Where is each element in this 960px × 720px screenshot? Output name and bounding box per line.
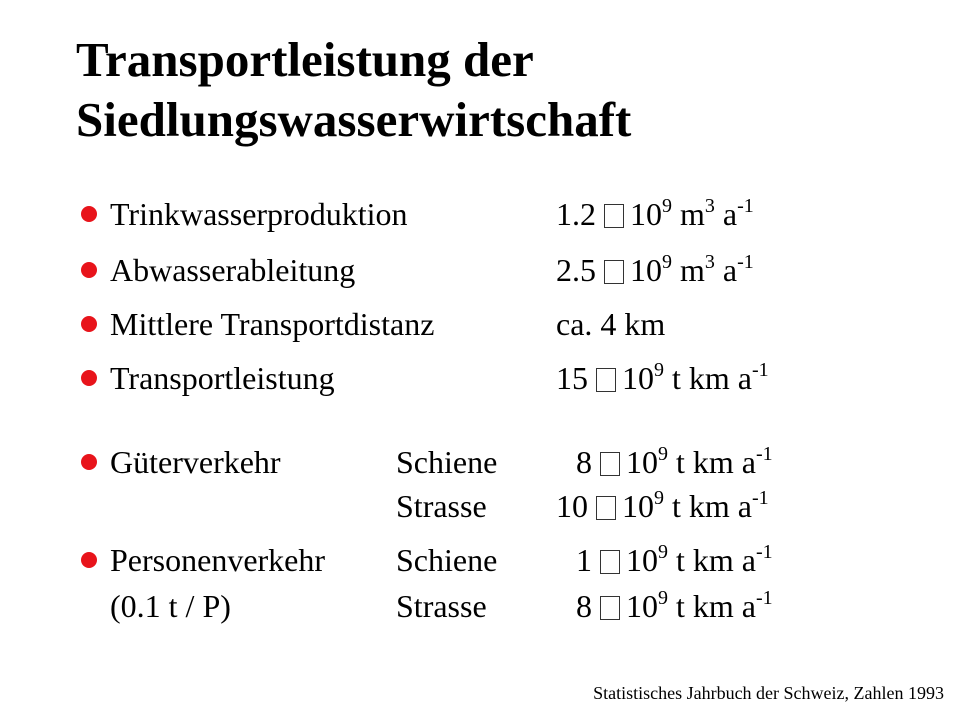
item-value xyxy=(576,440,773,484)
value-unit: t km a xyxy=(676,588,756,624)
multiply-symbol-icon xyxy=(604,204,624,228)
list-item-gueterverkehr-strasse xyxy=(0,484,960,534)
item-sublabel: Strasse xyxy=(396,588,487,624)
list-item-abwasserableitung xyxy=(0,248,960,298)
value-base: 10 xyxy=(626,542,658,578)
list-item-personenverkehr-strasse xyxy=(0,584,960,634)
bullet-icon xyxy=(81,370,97,386)
value-coef: 2.5 xyxy=(556,252,596,288)
value-unit-exp: 3 xyxy=(704,251,715,273)
item-value xyxy=(556,484,769,528)
value-base: 10 xyxy=(626,444,658,480)
item-sublabel: Strasse xyxy=(396,488,487,524)
multiply-symbol-icon xyxy=(604,260,624,284)
title-line-2: Siedlungswasserwirtschaft xyxy=(76,92,632,147)
list-item-transportleistung xyxy=(0,356,960,406)
value-coef: 8 xyxy=(576,588,592,624)
value-unit2-exp: -1 xyxy=(755,587,773,609)
value-unit-exp: 3 xyxy=(704,195,715,217)
value-unit2-exp: -1 xyxy=(751,359,769,381)
value-exp: 9 xyxy=(658,443,668,465)
bullet-icon xyxy=(81,316,97,332)
item-label: (0.1 t / P) xyxy=(110,588,231,624)
value-coef: 10 xyxy=(556,488,588,524)
item-value xyxy=(576,584,773,628)
item-value: ca. 4 km xyxy=(556,306,666,342)
value-unit2-exp: -1 xyxy=(751,487,769,509)
bullet-icon xyxy=(81,552,97,568)
value-unit2-exp: -1 xyxy=(737,251,754,273)
value-unit: m xyxy=(680,196,705,232)
value-coef: 1.2 xyxy=(556,196,596,232)
multiply-symbol-icon xyxy=(600,550,620,574)
value-unit2-exp: -1 xyxy=(737,195,754,217)
value-unit: t km a xyxy=(672,360,752,396)
value-exp: 9 xyxy=(662,195,672,217)
multiply-symbol-icon xyxy=(600,452,620,476)
value-unit: t km a xyxy=(676,444,756,480)
item-label: Personenverkehr xyxy=(110,542,326,578)
value-exp: 9 xyxy=(654,359,664,381)
multiply-symbol-icon xyxy=(600,596,620,620)
value-base: 10 xyxy=(622,488,654,524)
value-coef: 15 xyxy=(556,360,588,396)
value-unit2-exp: -1 xyxy=(755,443,773,465)
value-exp: 9 xyxy=(654,487,664,509)
item-label: Mittlere Transportdistanz xyxy=(110,306,435,342)
item-label: Trinkwasserproduktion xyxy=(110,196,408,232)
item-value xyxy=(576,538,773,582)
list-item-transportdistanz xyxy=(0,302,960,352)
source-citation: Statistisches Jahrbuch der Schweiz, Zahlen 1993 xyxy=(593,683,944,703)
value-unit2-exp: -1 xyxy=(755,541,773,563)
multiply-symbol-icon xyxy=(596,368,616,392)
value-unit2: a xyxy=(722,196,738,232)
value-coef: 1 xyxy=(576,542,592,578)
value-base: 10 xyxy=(630,196,662,232)
title-line-1: Transportleistung der xyxy=(76,32,534,87)
item-value xyxy=(556,192,754,236)
value-base: 10 xyxy=(626,588,658,624)
value-base: 10 xyxy=(622,360,654,396)
value-base: 10 xyxy=(630,252,662,288)
value-exp: 9 xyxy=(658,587,668,609)
value-exp: 9 xyxy=(662,251,672,273)
item-value xyxy=(556,248,754,292)
value-coef: 8 xyxy=(576,444,592,480)
value-exp: 9 xyxy=(658,541,668,563)
page-title xyxy=(76,30,631,150)
list-item-trinkwasserproduktion xyxy=(0,192,960,242)
item-label: Abwasserableitung xyxy=(110,252,356,288)
bullet-icon xyxy=(81,262,97,278)
item-sublabel: Schiene xyxy=(396,542,498,578)
multiply-symbol-icon xyxy=(596,496,616,520)
bullet-icon xyxy=(81,454,97,470)
item-value xyxy=(556,356,769,400)
item-sublabel: Schiene xyxy=(396,444,498,480)
item-label: Transportleistung xyxy=(110,360,335,396)
item-label: Güterverkehr xyxy=(110,444,281,480)
value-unit: m xyxy=(680,252,705,288)
bullet-icon xyxy=(81,206,97,222)
value-unit: t km a xyxy=(672,488,752,524)
value-unit2: a xyxy=(722,252,738,288)
value-unit: t km a xyxy=(676,542,756,578)
list-item-personenverkehr xyxy=(0,538,960,588)
list-item-gueterverkehr xyxy=(0,440,960,490)
